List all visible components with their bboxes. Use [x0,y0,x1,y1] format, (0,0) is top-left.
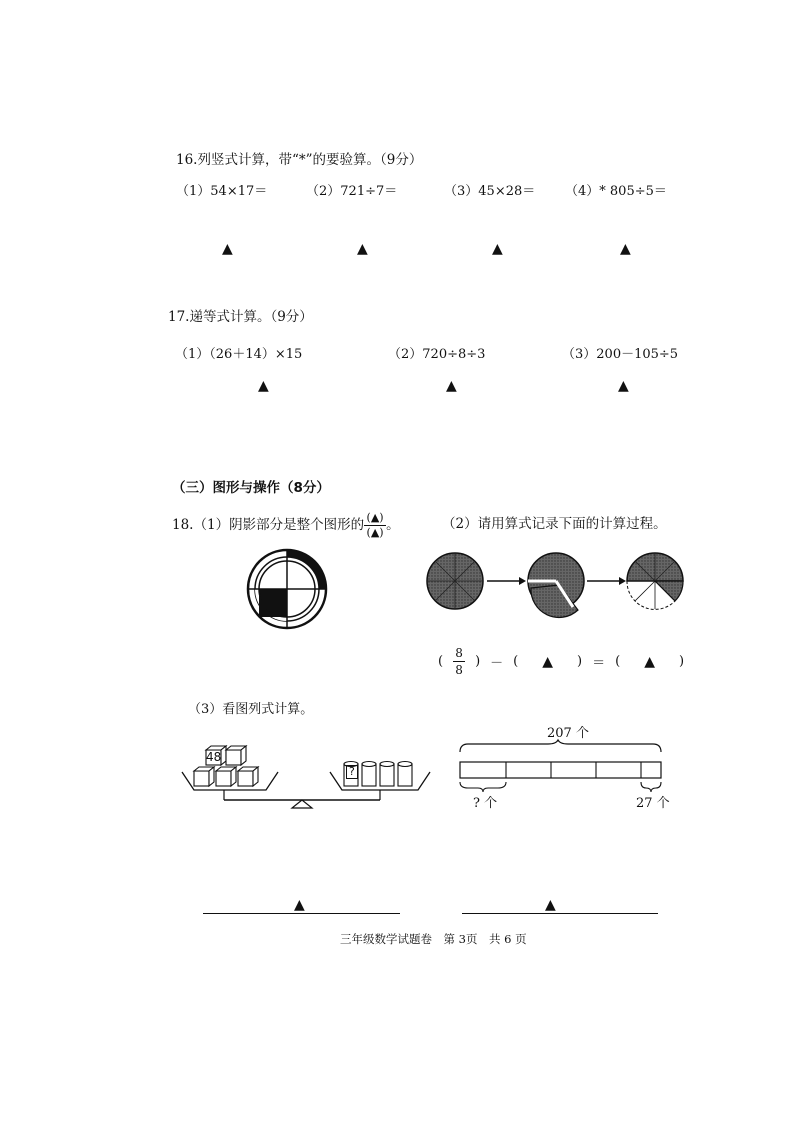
q18-circle-figure [246,548,328,630]
eq-close-1: ) [475,654,481,669]
q17-answer-mark-3[interactable]: ▲ [618,378,629,394]
eq-minus: － [490,656,504,671]
eq-open-3: ( [615,654,621,669]
q16-answer-mark-3[interactable]: ▲ [492,241,503,257]
q18-equation [438,646,684,677]
q18-number: 18. [172,517,194,533]
q17-answer-mark-1[interactable]: ▲ [258,378,269,394]
q18-part1-end: 。 [386,517,400,533]
q16-answer-mark-1[interactable]: ▲ [222,241,233,257]
q16-answer-mark-4[interactable]: ▲ [620,241,631,257]
q18-part1-frac-bottom: (▲) [366,526,384,539]
q18-part1-frac-top: (▲) [366,511,384,524]
q18-part1 [172,512,400,539]
q16-answer-mark-2[interactable]: ▲ [357,241,368,257]
q17-item-1: （1）（26＋14）×15 [175,347,303,362]
part-label: 27 个 [636,796,670,811]
answer-mark-left[interactable]: ▲ [294,897,305,913]
q18-part2-text: （2）请用算式记录下面的计算过程。 [442,516,667,532]
segment-diagram [458,740,663,796]
eq-open-2: ( [513,654,519,669]
eq-answer-mark-2[interactable]: ▲ [542,653,554,670]
eq-frac-bottom: 8 [455,663,463,677]
q16-title: 16.列竖式计算，带“*”的要验算。（9分） [176,152,423,168]
q17-answer-mark-2[interactable]: ▲ [446,378,457,394]
page-footer: 三年级数学试题卷 第 3页 共 6 页 [340,932,527,946]
eq-answer-mark-3[interactable]: ▲ [644,653,655,670]
eq-close-2: ) [577,654,583,669]
eq-equals: ＝ [592,656,606,671]
q16-item-2: （2）721÷7＝ [306,184,398,199]
q16-item-1: （1）54×17＝ [176,184,268,199]
cylinder-unknown-label: ? [346,765,358,779]
total-label: 207 个 [547,726,589,741]
q18-part1-text: （1）阴影部分是整个图形的 [193,517,365,533]
q18-part1-fraction[interactable] [364,512,386,539]
unknown-part-label: ? 个 [473,796,498,811]
eq-close-3: ) [678,654,685,669]
q17-title: 17.递等式计算。（9分） [168,309,313,325]
eq-fraction [453,646,465,677]
q17-item-3: （3）200－105÷5 [562,347,679,362]
eq-frac-top: 8 [455,646,463,660]
answer-line-left[interactable] [203,913,400,914]
q16-item-4: （4）* 805÷5＝ [565,184,667,199]
q17-item-2: （2）720÷8÷3 [388,347,486,362]
q16-item-3: （3）45×28＝ [444,184,536,199]
eq-open-1: ( [438,654,444,669]
section3-title: （三）图形与操作（8分） [172,480,330,496]
q18-part3-text: （3）看图列式计算。 [188,702,314,717]
answer-mark-right[interactable]: ▲ [545,897,556,913]
q18-pie-sequence [425,551,687,615]
cube-weight-label: 48 [206,750,222,764]
answer-line-right[interactable] [462,913,658,914]
